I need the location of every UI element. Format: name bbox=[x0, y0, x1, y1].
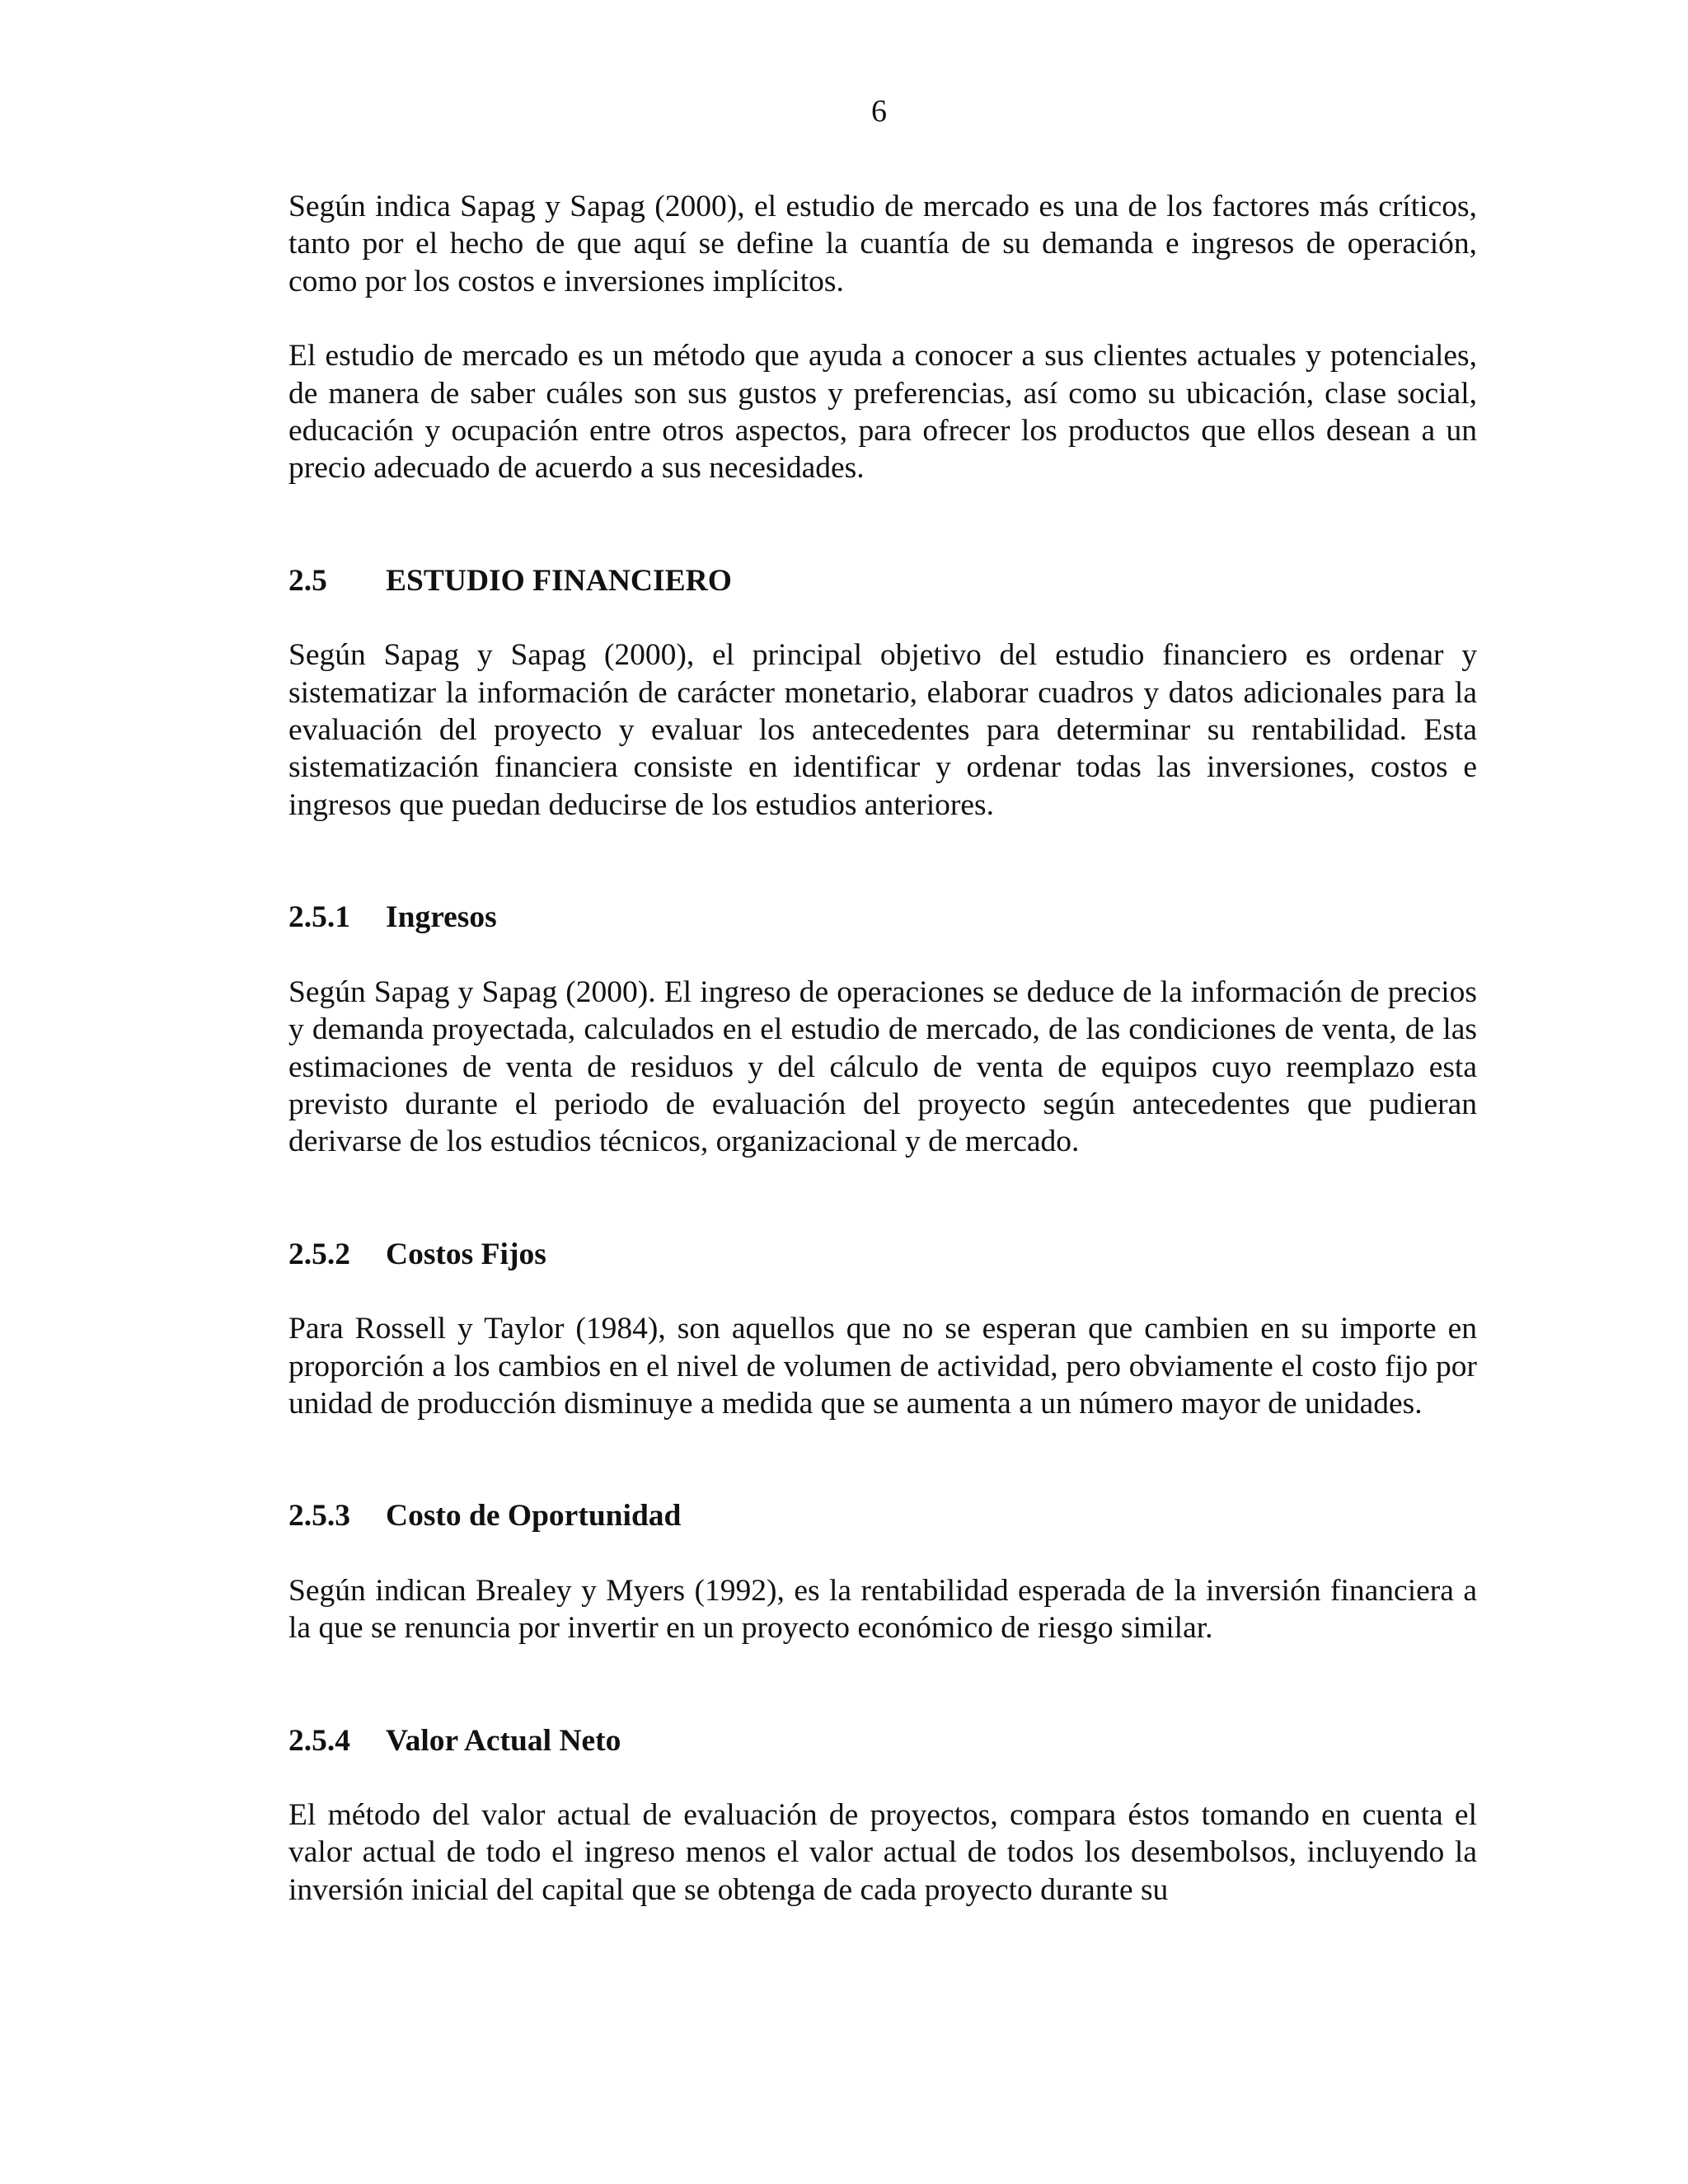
section-heading-2-5-4 bbox=[288, 1722, 1477, 1759]
paragraph-market-study-critical: Según indica Sapag y Sapag (2000), el estudio de mercado es una de los factores más críticos, tanto por el hecho de que aquí se define la cuantía de su demanda e ingresos de operación, como por los costos e inversiones implícitos. bbox=[288, 190, 1477, 298]
paragraph-net-present-value: El método del valor actual de evaluación de proyectos, compara éstos tomando en cuenta el valor actual de todo el ingreso menos el valor actual de todos los desembolsos, incluyendo la inversión inicial del capital que se obtenga de cada proyecto durante su bbox=[288, 1797, 1477, 1907]
paragraph-fixed-costs: Para Rossell y Taylor (1984), son aquellos que no se esperan que cambien en su importe en proporción a los cambios en el nivel de volumen de actividad, pero obviamente el costo fijo por unidad de producción disminuye a medida que se aumenta a un número mayor de unidades. bbox=[288, 1312, 1477, 1421]
paragraph-financial-study: Según Sapag y Sapag (2000), el principal objetivo del estudio financiero es ordenar y sistematizar la información de carácter monetario, elaborar cuadros y datos adicionales para la evaluación del proyecto y evaluar los antecedentes para determinar su rentabilidad. Esta sistematización financiera consiste en identificar y ordenar todas las inversiones, costos e ingresos que puedan deducirse de los estudios anteriores. bbox=[288, 638, 1477, 822]
section-heading-2-5-2 bbox=[288, 1236, 1477, 1273]
section-number: 2.5 bbox=[288, 563, 327, 598]
section-title: Costo de Oportunidad bbox=[386, 1499, 682, 1533]
paragraph-opportunity-cost: Según indican Brealey y Myers (1992), es la rentabilidad esperada de la inversión financiera a la que se renuncia por invertir en un proyecto económico de riesgo similar. bbox=[288, 1573, 1477, 1646]
section-heading-2-5 bbox=[288, 562, 1477, 599]
section-number: 2.5.1 bbox=[288, 900, 350, 935]
section-number: 2.5.2 bbox=[288, 1237, 350, 1271]
section-heading-2-5-3 bbox=[288, 1497, 1477, 1534]
page-number: 6 bbox=[871, 94, 887, 129]
section-number: 2.5.3 bbox=[288, 1499, 350, 1533]
page-content bbox=[288, 188, 1477, 1909]
section-heading-2-5-1 bbox=[288, 899, 1477, 936]
section-title: Valor Actual Neto bbox=[386, 1723, 621, 1758]
paragraph-market-study-method: El estudio de mercado es un método que ayuda a conocer a sus clientes actuales y potenciales, de manera de saber cuáles son sus gustos y preferencias, así como su ubicación, clase social, educación y ocupación entre otros aspectos, para ofrecer los productos que ellos desean a un precio adecuado de acuerdo a sus necesidades. bbox=[288, 339, 1477, 486]
section-title: ESTUDIO FINANCIERO bbox=[386, 563, 732, 598]
section-number: 2.5.4 bbox=[288, 1723, 350, 1758]
section-title: Costos Fijos bbox=[386, 1237, 546, 1271]
section-title: Ingresos bbox=[386, 900, 497, 935]
paragraph-income: Según Sapag y Sapag (2000). El ingreso de operaciones se deduce de la información de precios y demanda proyectada, calculados en el estudio de mercado, de las condiciones de venta, de las estimaciones de venta de residuos y del cálculo de venta de equipos cuyo reemplazo esta previsto durante el periodo de evaluación del proyecto según antecedentes que pudieran derivarse de los estudios técnicos, organizacional y de mercado. bbox=[288, 975, 1477, 1159]
